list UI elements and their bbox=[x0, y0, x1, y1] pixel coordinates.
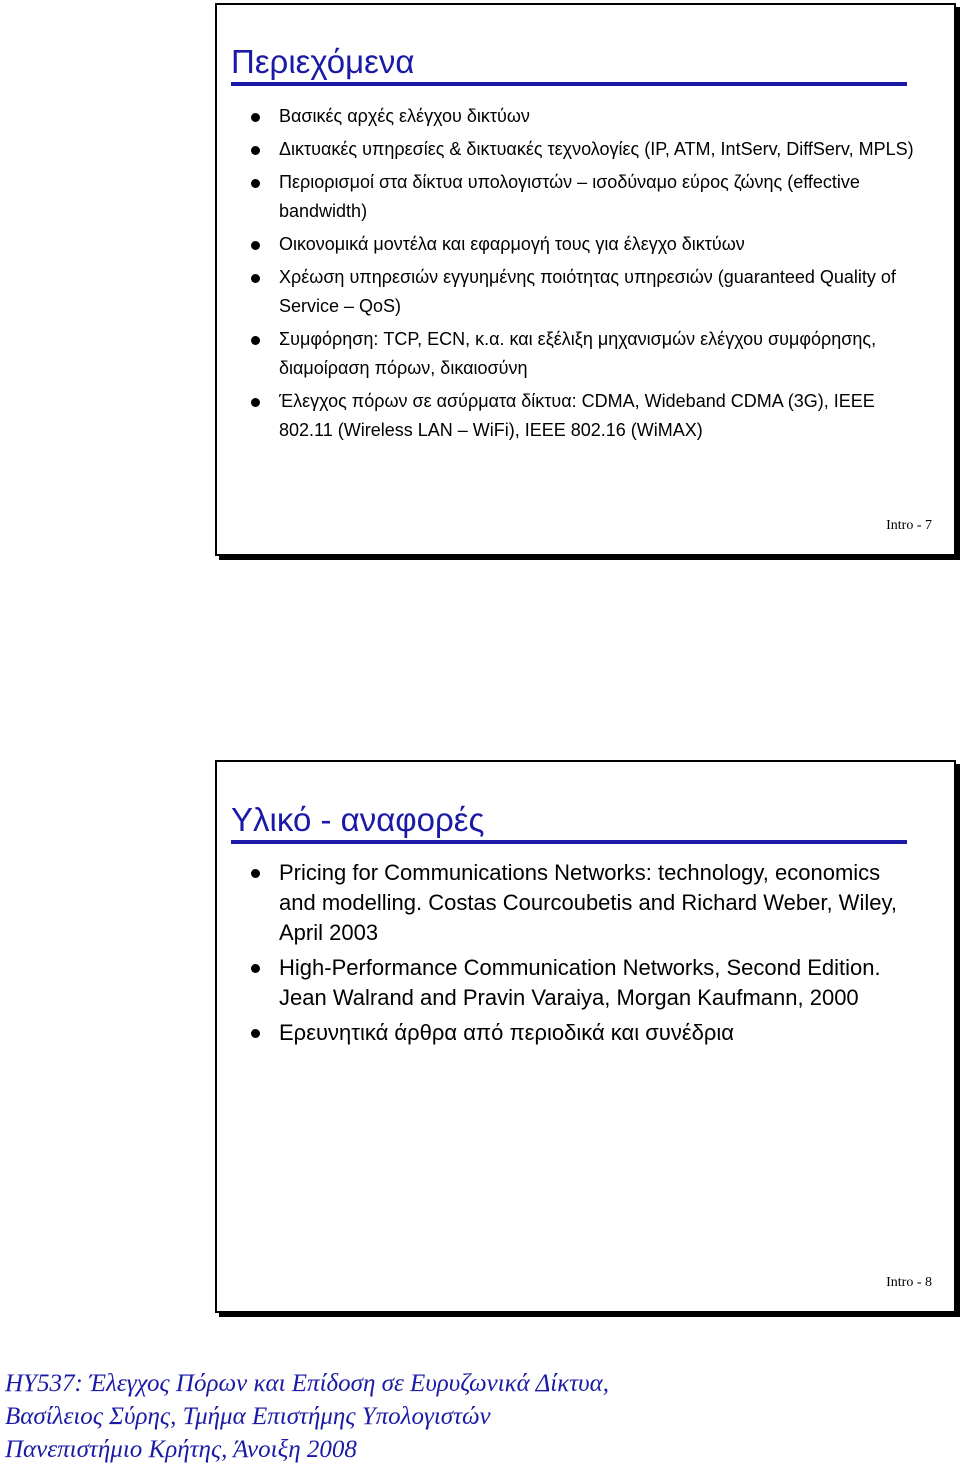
bullet-item bbox=[279, 1018, 919, 1048]
bullet-item bbox=[279, 230, 919, 259]
slide-number: Intro - 8 bbox=[886, 1275, 932, 1290]
slide-intro-8 bbox=[215, 760, 956, 1313]
bullet-dot-icon bbox=[251, 964, 260, 973]
bullet-dot-icon bbox=[251, 113, 260, 122]
bullet-text: Ερευνητικά άρθρα από περιοδικά και συνέδρια bbox=[279, 1020, 735, 1045]
bullet-item bbox=[279, 858, 919, 948]
course-university-line: Πανεπιστήμιο Κρήτης, Άνοιξη 2008 bbox=[5, 1436, 357, 1463]
bullet-text: Pricing for Communications Networks: technology, economics and modelling. Costas Courcoubetis and Richard Weber, Wiley, April 2003 bbox=[279, 860, 897, 945]
course-title-line: ΗΥ537: Έλεγχος Πόρων και Επίδοση σε Ευρυζωνικά Δίκτυα, bbox=[5, 1370, 609, 1397]
bullet-text: Περιορισμοί στα δίκτυα υπολογιστών – ισοδύναμο εύρος ζώνης (effective bandwidth) bbox=[279, 172, 860, 221]
bullet-item bbox=[279, 263, 919, 321]
bullet-item bbox=[279, 135, 919, 164]
bullet-item bbox=[279, 387, 919, 445]
slide-title: Περιεχόμενα bbox=[231, 43, 415, 80]
bullet-dot-icon bbox=[251, 146, 260, 155]
bullet-dot-icon bbox=[251, 1029, 260, 1038]
slide-intro-7 bbox=[215, 3, 956, 556]
bullet-dot-icon bbox=[251, 336, 260, 345]
bullet-text: Δικτυακές υπηρεσίες & δικτυακές τεχνολογίες (IP, ATM, IntServ, DiffServ, MPLS) bbox=[279, 139, 914, 159]
bullet-item bbox=[279, 102, 919, 131]
bullet-item bbox=[279, 325, 919, 383]
title-underline bbox=[231, 840, 907, 844]
slide-number: Intro - 7 bbox=[886, 518, 932, 533]
course-instructor-line: Βασίλειος Σύρης, Τμήμα Επιστήμης Υπολογιστών bbox=[5, 1403, 491, 1430]
bullet-text: Χρέωση υπηρεσιών εγγυημένης ποιότητας υπηρεσιών (guaranteed Quality of Service – QoS) bbox=[279, 267, 896, 316]
bullet-dot-icon bbox=[251, 274, 260, 283]
bullet-dot-icon bbox=[251, 179, 260, 188]
bullet-dot-icon bbox=[251, 869, 260, 878]
bullet-list bbox=[279, 102, 919, 449]
bullet-text: Βασικές αρχές ελέγχου δικτύων bbox=[279, 106, 530, 126]
title-underline bbox=[231, 82, 907, 86]
bullet-dot-icon bbox=[251, 398, 260, 407]
course-info bbox=[5, 1367, 609, 1466]
bullet-item bbox=[279, 168, 919, 226]
bullet-text: High-Performance Communication Networks, Second Edition. Jean Walrand and Pravin Varaiya, Morgan Kaufmann, 2000 bbox=[279, 955, 881, 1010]
bullet-text: Έλεγχος πόρων σε ασύρματα δίκτυα: CDMA, Wideband CDMA (3G), IEEE 802.11 (Wireless LAN – WiFi), IEEE 802.16 (WiMAX) bbox=[279, 391, 875, 440]
slide-title: Υλικό - αναφορές bbox=[231, 801, 485, 838]
bullet-text: Οικονομικά μοντέλα και εφαρμογή τους για έλεγχο δικτύων bbox=[279, 234, 745, 254]
bullet-item bbox=[279, 953, 919, 1013]
bullet-text: Συμφόρηση: TCP, ECN, κ.α. και εξέλιξη μηχανισμών ελέγχου συμφόρησης, διαμοίραση πόρων, δικαιοσύνη bbox=[279, 329, 877, 378]
bullet-dot-icon bbox=[251, 241, 260, 250]
bullet-list bbox=[279, 858, 919, 1053]
